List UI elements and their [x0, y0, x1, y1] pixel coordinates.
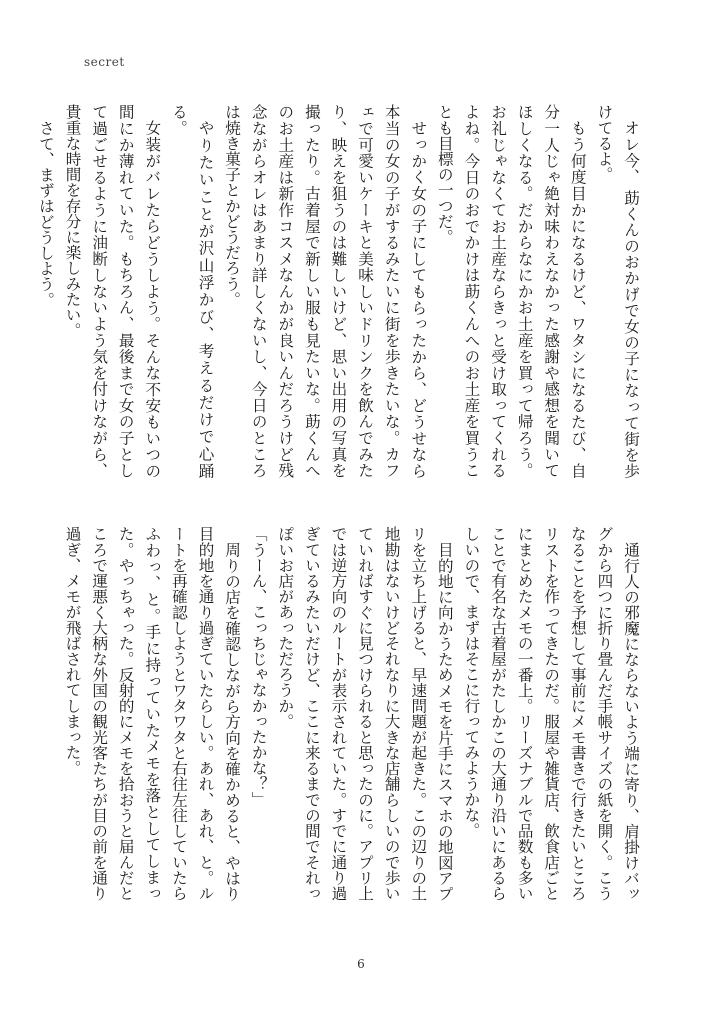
paragraph: オレ今、 莇くんのおかげで女の子になって街を歩けてるよ。: [595, 104, 640, 478]
paragraph: 女装がバレたらどうしよう。そんな不安もいつの間にか薄れていた。もちろん、最後まで女の子として過ごせるように油断しないよう気を付けながら、貴重な時間を存分に楽しみたい。: [63, 104, 162, 478]
paragraph: やりたいことが沢山浮かび、考えるだけで心踊る。: [169, 104, 215, 478]
paragraph: 周りの店を確認しながら方向を確かめると、やはり目的地を通り過ぎていたらしい。あれ、あれ、と。ルートを再確認しようとワタワタと右往左往していたらふわっ、と。手に持っていたメモを落としてしまった。やっちゃった。反射的にメモを拾おうと届んだところで運悪く大柄な外国の観光客たちが目の前を通り過ぎ、メモが飛ばされてしまった。: [63, 526, 242, 901]
paragraph: 目的地に向かうためメモを片手にスマホの地図アプリを立ち上げると、早速問題が起きた。この辺りの土地勘はないけどそれなりに大きな店舗らしいので歩いていればすぐに見つけられると思ったのに。アプリ上では逆方向のルートが表示されていた。すでに通り過ぎているみたいだけど、ここに来るまでの間でそれっぽいお店があっただろうか。: [276, 526, 454, 901]
page-number: 6: [357, 957, 365, 971]
paragraph: もう何度目かになるけど、ワタシになるたび、自分一人じゃ絶対味わえなかった感謝や感想を聞いてほしくなる。だからなにかお土産を買って帰ろう。お礼じゃなくてお土産ならきっと受け取ってくれるよね。今日のおでかけは莇くんへのお土産を買うことも目標の一つだ。: [435, 104, 587, 478]
paragraph: せっかく女の子にしてもらったから、どうせなら本当の女の子がするみたいに街を歩きたいな。カフェで可愛いケーキと美味しいドリンクを飲んでみたり、映えを狙うのは難しいけど、思い出用の写真を撮ったり。古着屋で新しい服も見たいな。莇くんへのお土産は新作コスメなんかが良いんだろうけど残念ながらオレはあまり詳しくないし、今日のところは焼き菓子とかどうだろう。: [223, 104, 428, 478]
dialogue-line: 「うーん、こっちじゃなかったかな？」: [249, 526, 268, 807]
paragraph: 通行人の邪魔にならないよう端に寄り、肩掛けバッグから四つに折り畳んだ手帳サイズの紙を開く。こうなることを予想して事前にメモ書きで行きたいところリストを作ってきたのだ。服屋や雑貨店、飲食店ごとにまとめたメモの一番上。リーズナブルで品数も多いことで有名な古着屋がたしかこの大通り沿いにあるらしいので、まずはそこに行ってみようかな。: [462, 526, 640, 901]
header-label: secret: [84, 55, 125, 69]
paragraph: さて、まずはどうしよう。: [36, 119, 55, 307]
upper-text-block: [32, 104, 644, 478]
lower-text-block: [59, 526, 644, 901]
